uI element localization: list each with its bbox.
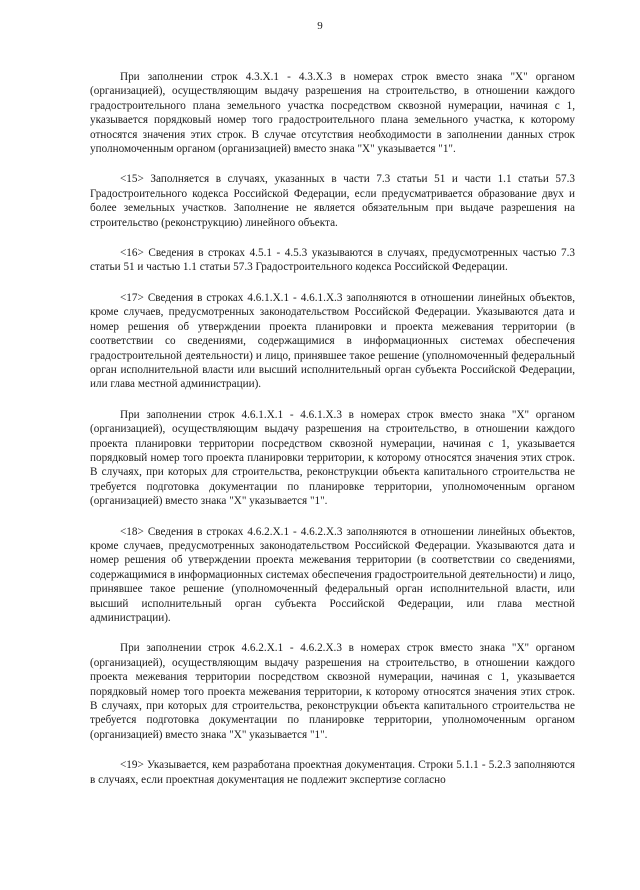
paragraph-rows-4-3: При заполнении строк 4.3.Х.1 - 4.3.Х.3 в номерах строк вместо знака "Х" органом (организацией), осуществляющим выдачу разрешения на строительство, в отношении каждого градостроительного плана земельного участка посредством сквозной нумерации, начиная с 1, указывается порядковый номер того градостроительного плана земельного участка, к которому относятся значения этих строк. В случае отсутствия необходимости в заполнении данных строк уполномоченным органом (организацией) вместо знака "Х" указывается "1". [90, 71, 575, 156]
footnote-16: <16> Сведения в строках 4.5.1 - 4.5.3 указываются в случаях, предусмотренных частью 7.3 статьи 51 и частью 1.1 статьи 57.3 Градостроительного кодекса Российской Федерации. [90, 247, 575, 274]
paragraph-rows-4-6-2: При заполнении строк 4.6.2.Х.1 - 4.6.2.Х.3 в номерах строк вместо знака "Х" органом (организацией), осуществляющим выдачу разрешения на строительство, в отношении каждого проекта межевания территории посредством сквозной нумерации, начиная с 1, указывается порядковый номер того проекта межевания территории, к которому относятся значения этих строк. В случаях, при которых для строительства, реконструкции объекта капитального строительства не требуется подготовка документации по планировке территории, уполномоченным органом (организацией) вместо знака "Х" указывается "1". [90, 642, 575, 741]
footnote-19: <19> Указывается, кем разработана проектная документация. Строки 5.1.1 - 5.2.3 заполняются в случаях, если проектная документация не подлежит экспертизе согласно [90, 759, 575, 786]
footnote-18: <18> Сведения в строках 4.6.2.Х.1 - 4.6.2.Х.3 заполняются в отношении линейных объектов, кроме случаев, предусмотренных законодательством Российской Федерации. Указываются дата и номер решения об утверждении проекта межевания территории (в соответствии со сведениями, содержащимися в информационных системах обеспечения градостроительной деятельности) и лицо, принявшее такое решение (уполномоченный федеральный орган исполнительной власти, или высший исполнительный орган субъекта Российской Федерации, или глава местной администрации). [90, 525, 575, 624]
page-number: 9 [317, 20, 323, 32]
footnote-17: <17> Сведения в строках 4.6.1.Х.1 - 4.6.1.Х.3 заполняются в отношении линейных объектов, кроме случаев, предусмотренных законодательством Российской Федерации. Указываются дата и номер решения об утверждении проекта планировки и проекта межевания территории (в соответствии со сведениями, содержащимися в информационных системах обеспечения градостроительной деятельности) и лицо, принявшее такое решение (уполномоченный федеральный орган исполнительной власти или высший исполнительный орган субъекта Российской Федерации, или глава местной администрации). [90, 291, 575, 391]
document-body [90, 70, 575, 803]
paragraph-rows-4-6-1: При заполнении строк 4.6.1.Х.1 - 4.6.1.Х.3 в номерах строк вместо знака "Х" органом (организацией), осуществляющим выдачу разрешения на строительство, в отношении каждого проекта планировки территории посредством сквозной нумерации, начиная с 1, указывается порядковый номер того проекта планировки территории, к которому относятся значения этих строк. В случаях, при которых для строительства, реконструкции объекта капитального строительства не требуется подготовка документации по планировке территории, уполномоченным органом (организацией) вместо знака "Х" указывается "1". [90, 408, 575, 508]
footnote-15: <15> Заполняется в случаях, указанных в части 7.3 статьи 51 и части 1.1 статьи 57.3 Градостроительного кодекса Российской Федерации, если предусматривается образование двух и более земельных участков. Заполнение не является обязательным при выдаче разрешения на строительство (реконструкцию) линейного объекта. [90, 173, 575, 229]
